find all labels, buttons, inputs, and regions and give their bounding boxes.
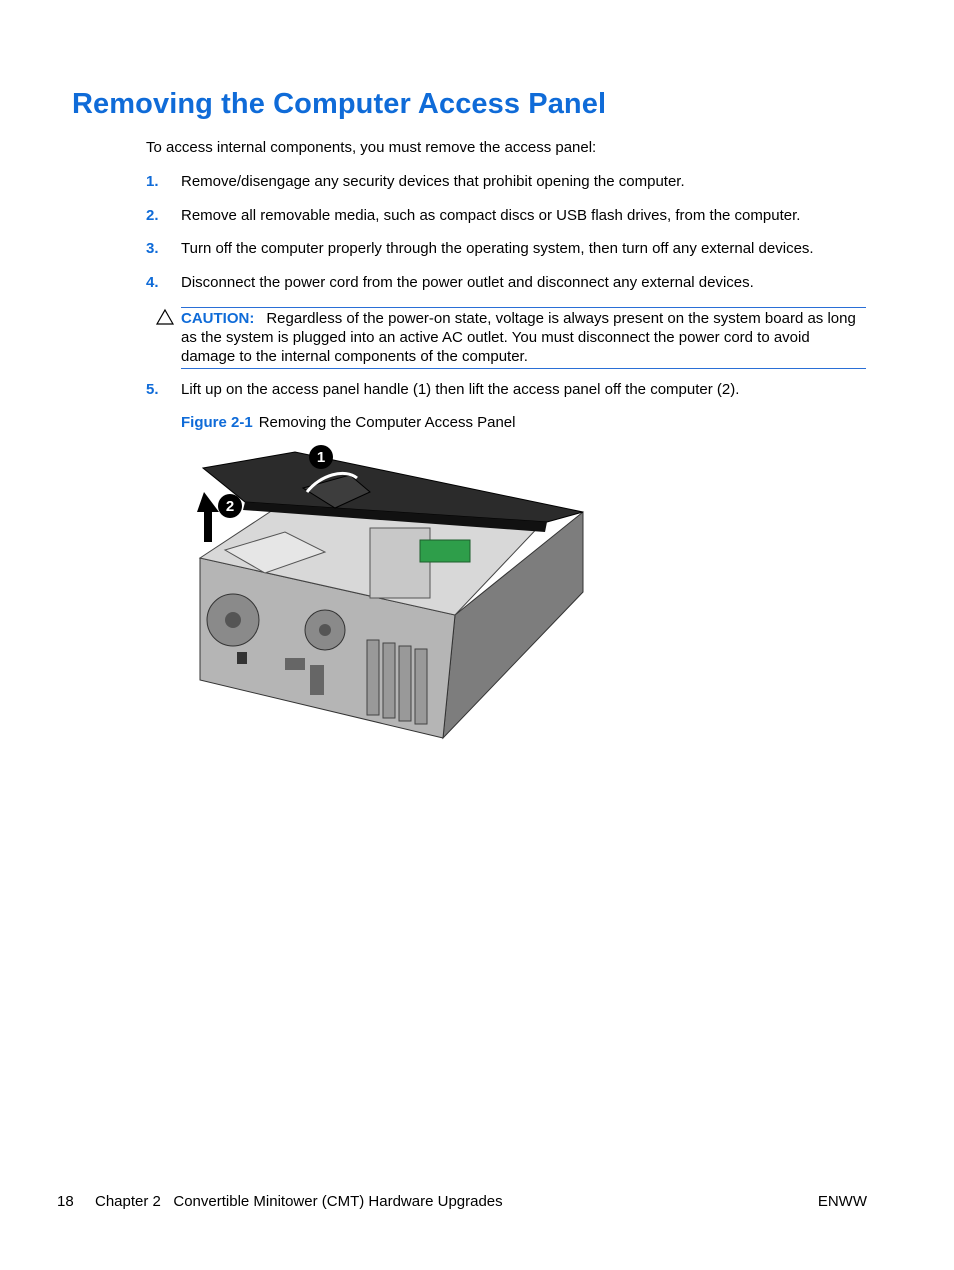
step-text: Lift up on the access panel handle (1) then lift the access panel off the computer (2).	[181, 381, 740, 398]
computer-access-panel-illustration	[185, 440, 595, 740]
step-number: 4.	[146, 274, 159, 291]
step-text: Remove/disengage any security devices that prohibit opening the computer.	[181, 173, 685, 190]
step-text: Disconnect the power cord from the power outlet and disconnect any external devices.	[181, 274, 754, 291]
page-number: 18	[57, 1193, 74, 1210]
footer-code: ENWW	[817, 1193, 867, 1210]
caution-text: Regardless of the power-on state, voltage is always present on the system board as long as the system is plugged into an active AC outlet. You must disconnect the power cord to avoid damage to the internal components of the computer.	[181, 310, 856, 365]
step-text: Turn off the computer properly through the operating system, then turn off any external devices.	[181, 240, 814, 257]
step-number: 1.	[146, 173, 159, 190]
step-number: 5.	[146, 381, 159, 398]
page-title: Removing the Computer Access Panel	[72, 88, 607, 120]
figure-caption	[181, 414, 515, 431]
chapter-title: Chapter 2 Convertible Minitower (CMT) Hardware Upgrades	[95, 1193, 503, 1210]
step-number: 2.	[146, 207, 159, 224]
caution-triangle-icon	[155, 307, 175, 327]
figure-label: Figure 2-1	[181, 414, 253, 431]
figure-caption-text: Removing the Computer Access Panel	[258, 414, 516, 431]
intro-text: To access internal components, you must remove the access panel:	[146, 139, 597, 156]
caution-box	[181, 307, 866, 369]
callout-2: 2	[225, 498, 235, 515]
caution-label: CAUTION:	[181, 310, 255, 327]
step-text: Remove all removable media, such as compact discs or USB flash drives, from the computer.	[181, 207, 801, 224]
callout-1: 1	[316, 449, 326, 466]
step-number: 3.	[146, 240, 159, 257]
